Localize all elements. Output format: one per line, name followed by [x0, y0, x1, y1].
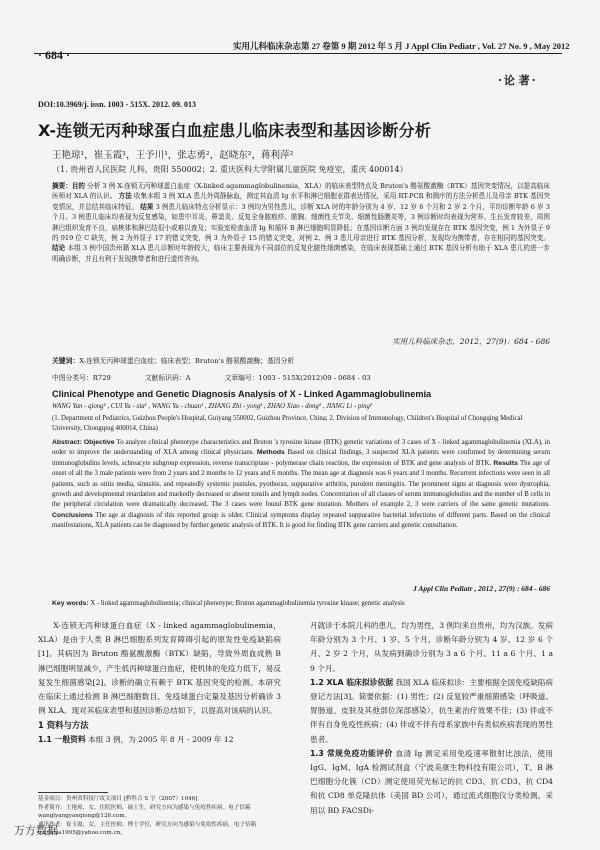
body-left-column: X-连锁无丙种球蛋白血症（X - linked agammaglobulinemia，XLA）是由于人类 B 淋巴细胞系列发育障碍引起的原发性免疫缺陷病[1]。其病因为 Bruton 酪氨酸激酶（BTK）缺陷，导致外周血成熟 B 淋巴细胞明显减少，产生低丙种球蛋白血症，使机体的免疫力低下，易反复发生细菌感染[2]。诊断的确立有赖于 BTK 基因突变的检测。本研究在临床上通过检测 B 淋巴细胞数目、免疫球蛋白定量及基因分析确诊 3 例 XLA。现对其临床表型和基因诊断总结如下，以提高对该病的认识。 1 资料与方法 1.1 一般资料 本组 3 例，为 2005 年 8 月 - 2009 年 12 [38, 621, 281, 745]
footnotes [38, 795, 281, 838]
authors-chinese: 王艳琼¹，崔玉霞¹，王予川¹，张志勇²，赵晓东²，蒋利萍² [52, 150, 294, 161]
affiliation-english: (1. Department of Pediatrics, Guizhou People's Hospital, Guiyang 550002, Guizhou Province, China; 2. Division of Immunology, Children's Hospital of Chongqing Medical University, Chongqing 400014, China) [52, 415, 523, 432]
section-heading-materials: 1 资料与方法 [38, 720, 89, 731]
continued-paragraph: 月就诊于本院儿科的患儿，均为男性，3 例均来自贵州，均为汉族。发病年龄分别为 3 个月、1 岁、5 个月，诊断年龄分别为 4 岁、12 岁 6 个月、2 岁 2 个月，从发病到确诊分别为 3 a 6 个月、11 a 6 个月、1 a 9 个月。 [310, 621, 553, 673]
doi: DOI:10.3969/j. issn. 1003 - 515X. 2012. 09. 013 [38, 100, 197, 109]
watermark: 万方数据 [14, 824, 58, 837]
footnote-correspondence: 通讯作者：崔玉霞，女，主任医师，博士学位，研究方向为感染与免疫性疾病。电子信箱 cuiyuxia1995@yahoo.com.cn。 [38, 821, 257, 837]
citation-chinese: 实用儿科临床杂志，2012，27(9)：684 - 686 [392, 337, 550, 346]
title-chinese: X-连锁无丙种球蛋白血症患儿临床表型和基因诊断分析 [38, 121, 432, 140]
abstract-english: Abstract: Objective To analyze clinical phenotype characteristics and Bruton 's tyrosine kinase (BTK) genetic variations of 3 cases of X - linked agammaglobulinemia (XLA), in order to improve the understanding of XLA among clinical physicians. Methods Based on clinical findings, 3 suspected XLA patients were confirmed by determining serum immunoglobulins levels, schreacyte subgroup expression, reverse transcriptase - polymerase chain reaction, the expression of BTK and gene analysis of BTK. Results The age of onset of all the 3 male patients were from 2 years and 2 months to 12 years and 6 months. The mean age at diagnosis was 6 years and 3 months. Recurrent infections were seen in all patients, such as otitis media, sinusitis, and repeatedly systemic pustules, pyothorax, suppurative arthritis, purulent meningitis. The prominent signs at diagnosis were dystrophia, growth and developmental retardation and markedly decreased or absent tonsils and lymph nodes. Concentration of all classes of serum immunoglobulins and the number of B cells in the peripheral circulation were dramatically decreased. The 3 cases were found BTK gene mutation. Mothers of example 2, 3 were carriers of the same genetic mutations. Conclusions The age at diagnosis of this reported group is older. Clinical symptoms display repeated suppurative bacterial infections of different parts. Based on the clinical manifestations, XLA patients can be diagnosed by further genetic analysis of BTK. It is good for finding BTK gene carriers and genetic consultation. [52, 439, 550, 530]
authors-english: WANG Yan - qiong¹ , CUI Yu - xia¹ , WANG Yu - chuan¹ , ZHANG Zhi - yong² , ZHAO Xiao - dong² , JIANG Li - ping² [52, 403, 372, 410]
footnote-author: 作者简介：王艳琼，女，住院医师，硕士生，研究方向为感染与免疫性疾病。电子信箱 wanglyangyanqiong@126.com。 [38, 804, 251, 820]
keywords-chinese: 关键词：X-连锁无丙种球蛋白血症；临床表型；Bruton's 酪氨酸激酶；基因分析 [52, 357, 295, 365]
classification-line: 中图分类号：R729 文献标识码：A 文章编号：1003 - 515X(2012)09 - 0684 - 03 [52, 374, 371, 382]
title-english: Clinical Phenotype and Genetic Diagnosis Analysis of X - Linked Agammaglobulinemia [52, 389, 432, 399]
footnote-fund: 基金项目：贵州省科技厅攻关项目 [黔科合 S 字（2007）1046] [38, 796, 198, 802]
abstract-chinese: 摘要：目的 分析 3 例 X-连锁无丙种球蛋白血症（X-linked agammaglobulinemia，XLA）的临床表型特点及 Bruton's 酪氨酸激酶（BTK）基因突变情况，以提高临床医师对 XLA 的认识。 方法 收集本组 3 例 XLA 患儿外周静脉血，测定其血清 Ig 水平和淋巴细胞亚群表达情况，采用 RT-PCR 和测序的方法分析患儿及母亲 BTK 基因突变情况，并总结其临床特征。 结果 3 例患儿临床特点分析显示：3 例均为男性患儿，诊断 XLA 时的年龄分别为 4 岁、12 岁 6 个月和 2 岁 2 个月，平均诊断年龄 6 岁 3 个月。3 例患儿临床均表现为反复感染，如患中耳炎、鼻窦炎、反复全身脓疱疹、脓胸、细菌性关节炎、细菌性肠膜炎等，3 例诊断时均表现为营养、生长发育较差，周围淋巴组织发育不良，扁桃体和淋巴结很小或难以查及；实验室检查血清 Ig 和循环 B 淋巴细胞明显降低；在基因诊断方面 3 例均发现存在 BTK 基因突变，例 1 为外显子 9 的 919 位 C 缺失，例 2 为外显子 17 的错义突变，例 3 为外显子 15 的错义突变，对例 2、例 3 患儿母亲进行 BTK 基因分析，发现均为携带者，存在相同的基因突变。 结论 本组 3 例中国贵州籍 XLA 患儿诊断时年龄较大，临床主要表现为不同部位的反复化脓性细菌感染，在临床表现基础上通过 BTK 基因分析有助于 XLA 患儿的进一步明确诊断，并且有利于发现携带者和进行遗传咨询。 [52, 182, 551, 263]
body-right-column: 月就诊于本院儿科的患儿，均为男性，3 例均来自贵州，均为汉族。发病年龄分别为 3 个月、1 岁、5 个月，诊断年龄分别为 4 岁、12 岁 6 个月、2 岁 2 个月，从发病到确诊分别为 3 a 6 个月、11 a 6 个月、1 a 9 个月。 1.2 XLA 临床拟诊依据 我国 XLA 临床拟诊：主要根据全国免疫缺陷病登记方法[3]。简要依据：(1) 男性；(2) 反复较严重细菌感染（呼吸道、胃肠道、皮肤及其他部位深部感染），抗生素治疗效果不佳；(3) 伴或不伴有自身免疫性疾病；(4) 伴或不伴有母系家族中有类似疾病表现的男性患者。 1.3 常规免疫功能评价 血清 Ig 测定采用免疫速率散射比浊法，使用 IgG、IgM、IgA 检测试剂盒（宁波美康生物科技有限公司），T、B 淋巴细胞分化簇（CD）测定使用荧光标记的抗 CD3、抗 CD3、抗 CD4 和抗 CD8 单克隆抗体（美国 BD 公司），通过流式细胞仪分类检测。采用以 BD FACSDi- [310, 621, 553, 815]
journal-header: 实用儿科临床杂志第 27 卷第 9 期 2012 年 5 月 J Appl Clin Pediatr , Vol. 27 No. 9 , May 2012 [233, 41, 570, 51]
intro-paragraph: X-连锁无丙种球蛋白血症（X - linked agammaglobulinemia，XLA）是由于人类 B 淋巴细胞系列发育障碍引起的原发性免疫缺陷病[1]。其病因为 Bruton 酪氨酸激酶（BTK）缺陷，导致外周血成熟 B 淋巴细胞明显减少，产生低丙种球蛋白血症，使机体的免疫力低下，易反复发生细菌感染[2]。诊断的确立有赖于 BTK 基因突变的检测。本研究在临床上通过检测 B 淋巴细胞数目、免疫球蛋白定量及基因分析确诊 3 例 XLA。现对其临床表型和基因诊断总结如下，以提高对该病的认识。 [38, 621, 281, 716]
footnote-rule [38, 792, 108, 793]
section-label: · 论 著 · [498, 74, 536, 87]
citation-english: J Appl Clin Pediatr , 2012 , 27(9) : 684 - 686 [412, 584, 550, 593]
page-number: · 684 · [38, 48, 71, 62]
header-rule [34, 53, 562, 54]
keywords-english: Key words: X - linked agammaglobulinemia; clinical phenotype; Bruton agammaglobulinemia tyrosine kinase; genetic analysis [52, 600, 405, 607]
affiliation-chinese: （1. 贵州省人民医院 儿科，贵阳 550002；2. 重庆医科大学附属儿童医院 免疫室，重庆 400014） [52, 165, 408, 174]
